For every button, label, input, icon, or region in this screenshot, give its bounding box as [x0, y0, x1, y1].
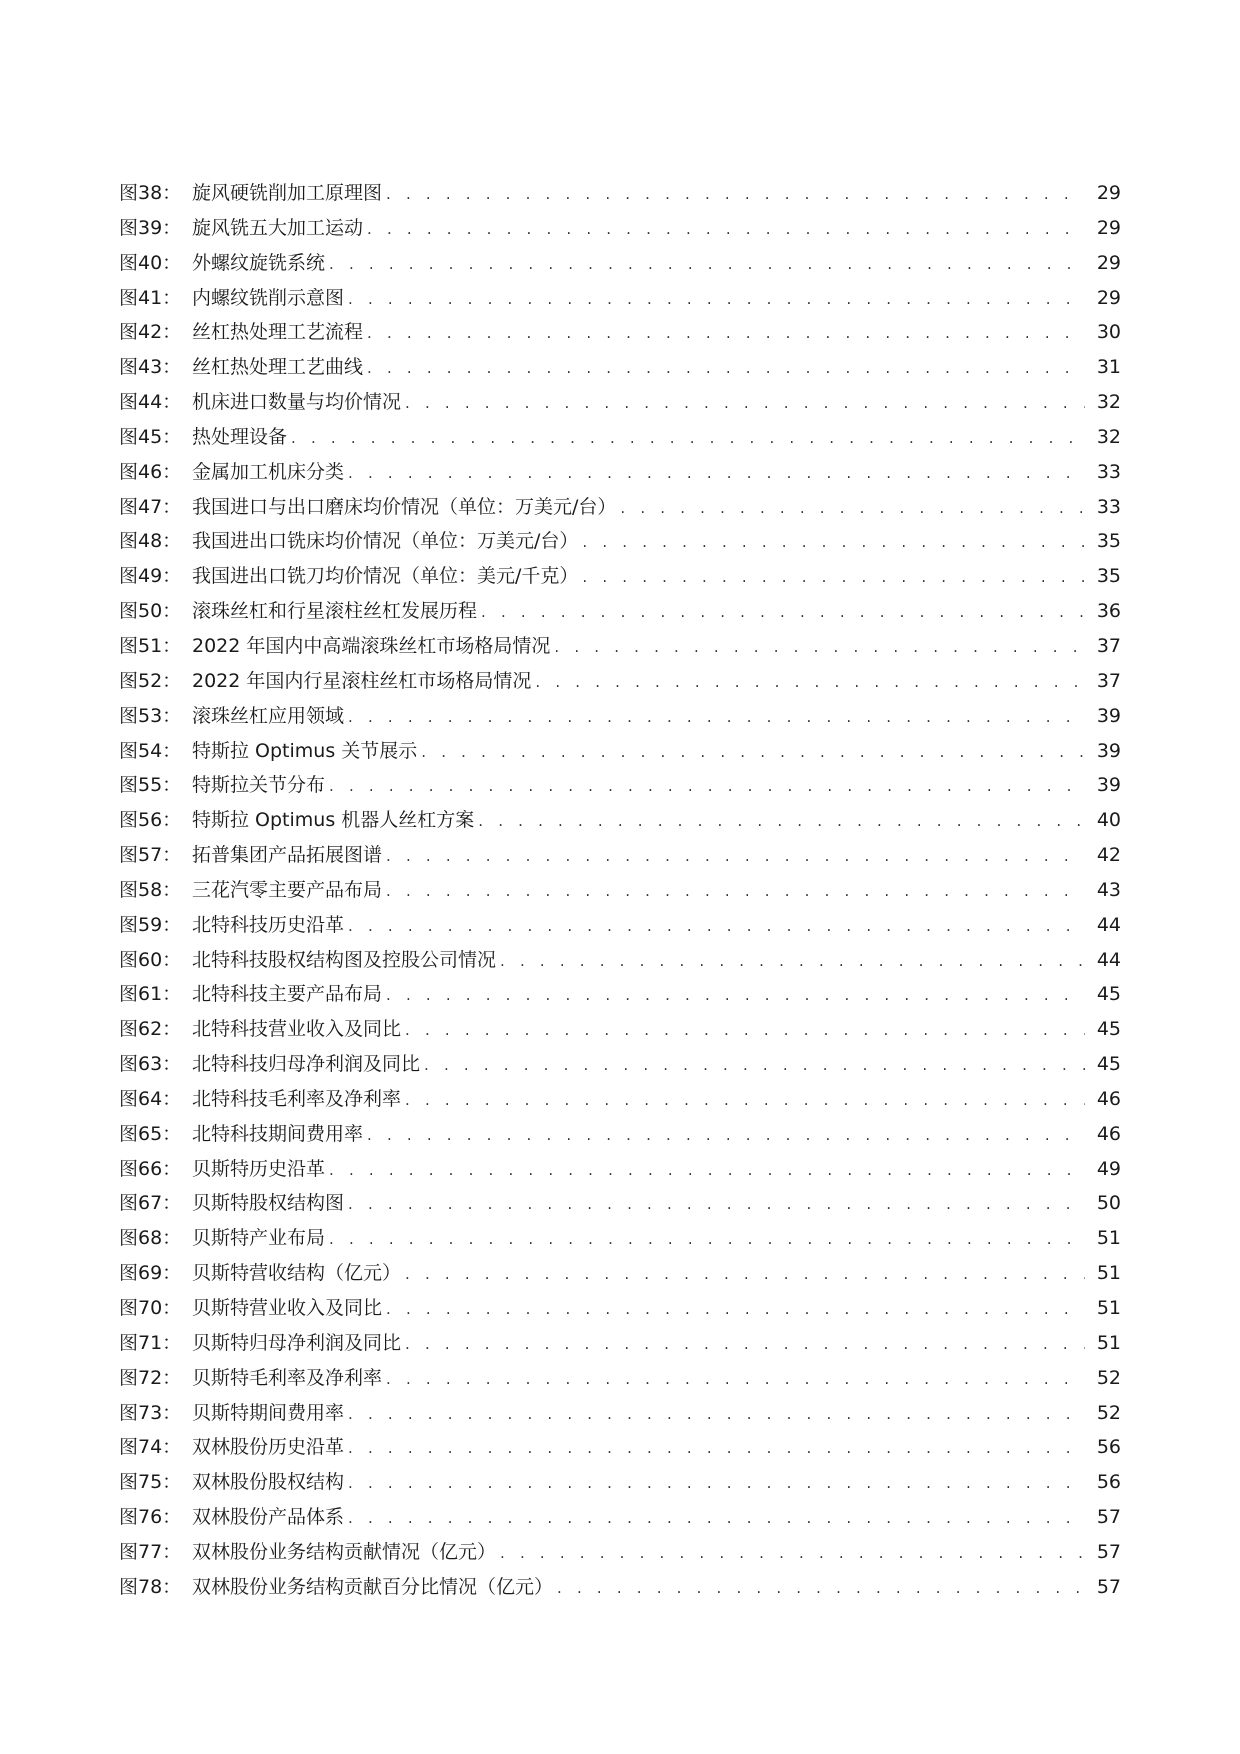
figure-label: 图59：	[119, 913, 182, 936]
dot-leader	[386, 177, 1085, 212]
figure-title[interactable]: 贝斯特归母净利润及同比	[192, 1331, 402, 1354]
figure-title[interactable]: 北特科技归母净利润及同比	[192, 1053, 421, 1076]
dot-leader	[500, 944, 1085, 979]
figure-label: 图42：	[119, 321, 182, 344]
figure-title[interactable]: 拓普集团产品拓展图谱	[192, 844, 383, 867]
figure-title[interactable]: 贝斯特历史沿革	[192, 1157, 326, 1180]
figure-title[interactable]: 旋风硬铣削加工原理图	[192, 182, 383, 204]
figure-label: 图68：	[119, 1227, 182, 1250]
page-number[interactable]: 44	[1096, 913, 1121, 936]
figure-label: 图47：	[119, 495, 182, 518]
figure-label: 图77：	[119, 1540, 182, 1563]
toc-entry[interactable]	[119, 943, 1121, 978]
page-number[interactable]: 30	[1096, 321, 1121, 344]
dot-leader	[620, 491, 1085, 526]
page-number[interactable]: 39	[1096, 774, 1121, 797]
page-number[interactable]: 52	[1096, 1401, 1121, 1424]
figure-title[interactable]: 外螺纹旋铣系统	[192, 251, 326, 274]
toc-entry[interactable]	[119, 1221, 1121, 1256]
figure-label: 图78：	[119, 1575, 182, 1598]
figure-label: 图52：	[119, 669, 182, 692]
page-number[interactable]: 37	[1096, 669, 1121, 692]
figure-title[interactable]: 贝斯特股权结构图	[192, 1192, 345, 1215]
figure-title[interactable]: 双林股份业务结构贡献百分比情况（亿元）	[192, 1575, 554, 1598]
figure-title[interactable]: 贝斯特营业收入及同比	[192, 1297, 383, 1319]
page-number[interactable]: 45	[1096, 983, 1121, 1006]
figure-title[interactable]: 特斯拉 Optimus 机器人丝杠方案	[192, 809, 475, 832]
dot-leader	[348, 456, 1085, 491]
figure-title[interactable]: 热处理设备	[192, 425, 288, 448]
toc-entry[interactable]	[119, 211, 1121, 246]
figure-label: 图56：	[119, 809, 182, 832]
figure-label: 图58：	[119, 878, 182, 901]
figure-label: 图40：	[119, 251, 182, 274]
toc-entry[interactable]	[119, 768, 1121, 803]
dot-leader	[329, 247, 1085, 282]
page-number[interactable]: 32	[1096, 425, 1121, 448]
figure-label: 图45：	[119, 425, 182, 448]
page-number[interactable]: 33	[1096, 460, 1121, 483]
figure-label: 图72：	[119, 1366, 182, 1389]
dot-leader	[421, 735, 1085, 770]
toc-entry[interactable]	[119, 1326, 1121, 1361]
figure-label: 图54：	[119, 739, 182, 762]
page-number[interactable]: 35	[1096, 565, 1121, 588]
page-number[interactable]: 57	[1096, 1575, 1121, 1598]
toc-entry[interactable]	[119, 1430, 1121, 1465]
figure-label: 图39：	[119, 216, 182, 239]
figure-index	[119, 176, 1121, 1605]
toc-entry[interactable]	[119, 1535, 1121, 1570]
toc-entry[interactable]	[119, 664, 1121, 699]
toc-entry[interactable]	[119, 803, 1121, 838]
page-number[interactable]: 57	[1096, 1540, 1121, 1563]
toc-entry[interactable]	[119, 977, 1121, 1012]
page-number[interactable]: 37	[1096, 634, 1121, 657]
page-number[interactable]: 29	[1096, 251, 1121, 274]
toc-entry[interactable]	[119, 350, 1121, 385]
figure-title[interactable]: 内螺纹铣削示意图	[192, 286, 345, 309]
toc-entry[interactable]	[119, 490, 1121, 525]
figure-title[interactable]: 北特科技毛利率及净利率	[192, 1087, 402, 1110]
figure-label: 图66：	[119, 1157, 182, 1180]
dot-leader	[405, 386, 1085, 421]
dot-leader	[554, 630, 1085, 665]
toc-entry[interactable]	[119, 455, 1121, 490]
toc-entry[interactable]	[119, 1082, 1121, 1117]
page-number[interactable]: 40	[1096, 809, 1121, 832]
figure-label: 图60：	[119, 948, 182, 971]
dot-leader	[348, 1501, 1085, 1536]
page-number[interactable]: 29	[1096, 182, 1121, 204]
figure-label: 图69：	[119, 1262, 182, 1285]
page-number[interactable]: 57	[1096, 1506, 1121, 1529]
toc-entry[interactable]	[119, 873, 1121, 908]
figure-label: 图74：	[119, 1436, 182, 1459]
toc-entry[interactable]	[119, 908, 1121, 943]
page-number[interactable]: 36	[1096, 600, 1121, 623]
figure-title[interactable]: 特斯拉 Optimus 关节展示	[192, 739, 418, 762]
page-number[interactable]: 46	[1096, 1122, 1121, 1145]
page-number[interactable]: 51	[1096, 1297, 1121, 1319]
dot-leader	[405, 1327, 1085, 1362]
dot-leader	[386, 874, 1085, 909]
figure-title[interactable]: 北特科技历史沿革	[192, 913, 345, 936]
page-number[interactable]: 33	[1096, 495, 1121, 518]
page-number[interactable]: 51	[1096, 1331, 1121, 1354]
figure-label: 图61：	[119, 983, 182, 1006]
dot-leader	[348, 282, 1085, 317]
figure-title[interactable]: 三花汽零主要产品布局	[192, 878, 383, 901]
page-number[interactable]: 51	[1096, 1262, 1121, 1285]
dot-leader	[405, 1257, 1085, 1292]
toc-entry[interactable]	[119, 385, 1121, 420]
dot-leader	[386, 839, 1085, 874]
toc-entry[interactable]	[119, 1361, 1121, 1396]
toc-entry[interactable]	[119, 838, 1121, 873]
page-number[interactable]: 45	[1096, 1053, 1121, 1076]
toc-entry[interactable]	[119, 559, 1121, 594]
page-number[interactable]: 44	[1096, 948, 1121, 971]
dot-leader	[500, 1536, 1085, 1571]
figure-label: 图63：	[119, 1053, 182, 1076]
dot-leader	[535, 665, 1085, 700]
page-number[interactable]: 52	[1096, 1366, 1121, 1389]
page-number[interactable]: 51	[1096, 1227, 1121, 1250]
page-number[interactable]: 29	[1096, 216, 1121, 239]
toc-entry[interactable]	[119, 176, 1121, 211]
dot-leader	[582, 560, 1085, 595]
figure-label: 图70：	[119, 1297, 182, 1319]
figure-label: 图73：	[119, 1401, 182, 1424]
figure-label: 图55：	[119, 774, 182, 797]
figure-title[interactable]: 我国进出口铣刀均价情况（单位：美元/千克）	[192, 565, 579, 588]
figure-label: 图64：	[119, 1087, 182, 1110]
figure-title[interactable]: 滚珠丝杠应用领域	[192, 704, 345, 727]
figure-title[interactable]: 北特科技期间费用率	[192, 1122, 364, 1145]
dot-leader	[386, 1362, 1085, 1397]
toc-entry[interactable]	[119, 1500, 1121, 1535]
figure-title[interactable]: 特斯拉关节分布	[192, 774, 326, 797]
page-number[interactable]: 50	[1096, 1192, 1121, 1215]
page-number[interactable]: 49	[1096, 1157, 1121, 1180]
page-number[interactable]: 56	[1096, 1471, 1121, 1494]
dot-leader	[348, 1431, 1085, 1466]
figure-title[interactable]: 双林股份股权结构	[192, 1471, 345, 1494]
dot-leader	[386, 978, 1085, 1013]
figure-label: 图48：	[119, 530, 182, 553]
dot-leader	[348, 909, 1085, 944]
figure-title[interactable]: 双林股份历史沿革	[192, 1436, 345, 1459]
toc-entry[interactable]	[119, 1012, 1121, 1047]
toc-entry[interactable]	[119, 734, 1121, 769]
figure-label: 图53：	[119, 704, 182, 727]
figure-title[interactable]: 2022 年国内中高端滚珠丝杠市场格局情况	[192, 634, 551, 657]
figure-title[interactable]: 滚珠丝杠和行星滚柱丝杠发展历程	[192, 600, 478, 623]
figure-label: 图76：	[119, 1506, 182, 1529]
figure-title[interactable]: 贝斯特产业布局	[192, 1227, 326, 1250]
dot-leader	[367, 212, 1085, 247]
dot-leader	[557, 1571, 1085, 1606]
dot-leader	[405, 1013, 1085, 1048]
dot-leader	[329, 1222, 1085, 1257]
figure-title[interactable]: 北特科技股权结构图及控股公司情况	[192, 948, 497, 971]
toc-entry[interactable]	[119, 629, 1121, 664]
toc-entry[interactable]	[119, 1117, 1121, 1152]
figure-label: 图44：	[119, 391, 182, 414]
figure-label: 图41：	[119, 286, 182, 309]
figure-label: 图71：	[119, 1331, 182, 1354]
toc-entry[interactable]	[119, 1256, 1121, 1291]
dot-leader	[367, 316, 1085, 351]
figure-title[interactable]: 丝杠热处理工艺曲线	[192, 356, 364, 379]
figure-label: 图43：	[119, 356, 182, 379]
dot-leader	[329, 769, 1085, 804]
figure-title[interactable]: 我国进出口铣床均价情况（单位：万美元/台）	[192, 530, 579, 553]
figure-label: 图46：	[119, 460, 182, 483]
page-number[interactable]: 42	[1096, 844, 1121, 867]
figure-label: 图67：	[119, 1192, 182, 1215]
dot-leader	[367, 351, 1085, 386]
toc-entry[interactable]	[119, 420, 1121, 455]
toc-entry[interactable]	[119, 281, 1121, 316]
dot-leader	[348, 1466, 1085, 1501]
dot-leader	[348, 1187, 1085, 1222]
page-number[interactable]: 45	[1096, 1018, 1121, 1041]
toc-entry[interactable]	[119, 524, 1121, 559]
figure-label: 图50：	[119, 600, 182, 623]
page-number[interactable]: 39	[1096, 704, 1121, 727]
dot-leader	[424, 1048, 1085, 1083]
dot-leader	[478, 804, 1085, 839]
toc-entry[interactable]	[119, 1047, 1121, 1082]
figure-title[interactable]: 金属加工机床分类	[192, 460, 345, 483]
figure-title[interactable]: 机床进口数量与均价情况	[192, 391, 402, 414]
page-number[interactable]: 39	[1096, 739, 1121, 762]
figure-title[interactable]: 贝斯特期间费用率	[192, 1401, 345, 1424]
toc-entry[interactable]	[119, 1186, 1121, 1221]
page-number[interactable]: 46	[1096, 1087, 1121, 1110]
page-number[interactable]: 29	[1096, 286, 1121, 309]
dot-leader	[386, 1292, 1085, 1327]
figure-title[interactable]: 北特科技主要产品布局	[192, 983, 383, 1006]
figure-title[interactable]: 贝斯特毛利率及净利率	[192, 1366, 383, 1389]
figure-label: 图75：	[119, 1471, 182, 1494]
toc-entry[interactable]	[119, 1570, 1121, 1605]
figure-title[interactable]: 双林股份业务结构贡献情况（亿元）	[192, 1540, 497, 1563]
toc-entry[interactable]	[119, 246, 1121, 281]
page-number[interactable]: 43	[1096, 878, 1121, 901]
figure-title[interactable]: 2022 年国内行星滚柱丝杠市场格局情况	[192, 669, 532, 692]
figure-label: 图49：	[119, 565, 182, 588]
figure-title[interactable]: 贝斯特营收结构（亿元）	[192, 1262, 402, 1285]
toc-entry[interactable]	[119, 1465, 1121, 1500]
dot-leader	[291, 421, 1085, 456]
page-number[interactable]: 56	[1096, 1436, 1121, 1459]
toc-entry[interactable]	[119, 594, 1121, 629]
toc-entry[interactable]	[119, 1291, 1121, 1326]
figure-label: 图57：	[119, 844, 182, 867]
page-number[interactable]: 35	[1096, 530, 1121, 553]
dot-leader	[481, 595, 1085, 630]
toc-entry[interactable]	[119, 1152, 1121, 1187]
figure-title[interactable]: 丝杠热处理工艺流程	[192, 321, 364, 344]
page-number[interactable]: 32	[1096, 391, 1121, 414]
toc-entry[interactable]	[119, 1396, 1121, 1431]
figure-label: 图38：	[119, 182, 182, 204]
figure-label: 图65：	[119, 1122, 182, 1145]
figure-label: 图62：	[119, 1018, 182, 1041]
dot-leader	[405, 1083, 1085, 1118]
figure-title[interactable]: 旋风铣五大加工运动	[192, 216, 364, 239]
dot-leader	[348, 700, 1085, 735]
figure-label: 图51：	[119, 634, 182, 657]
figure-title[interactable]: 北特科技营业收入及同比	[192, 1018, 402, 1041]
dot-leader	[582, 525, 1085, 560]
dot-leader	[329, 1153, 1085, 1188]
figure-title[interactable]: 双林股份产品体系	[192, 1506, 345, 1529]
page-number[interactable]: 31	[1096, 356, 1121, 379]
toc-entry[interactable]	[119, 315, 1121, 350]
figure-title[interactable]: 我国进口与出口磨床均价情况（单位：万美元/台）	[192, 495, 617, 518]
dot-leader	[348, 1397, 1085, 1432]
dot-leader	[367, 1118, 1085, 1153]
toc-entry[interactable]	[119, 699, 1121, 734]
